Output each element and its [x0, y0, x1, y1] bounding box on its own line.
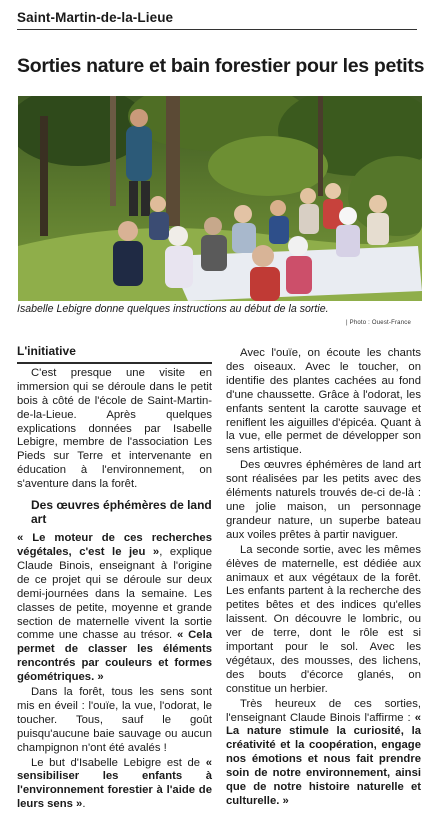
article-headline: Sorties nature et bain forestier pour les petits [17, 55, 425, 77]
paragraph [17, 757, 212, 813]
paragraph: Des œuvres éphémères de land art sont réalisées par les petits avec des éléments naturels trouvés de-ci de-là : une jolie maison, un personnage grandeur nature, un superbe bateau aux voiles prêtes à partir naviguer. [226, 459, 421, 541]
photo-credit: | Photo : Ouest-France [346, 320, 411, 326]
section-subheading: Des œuvres éphémères de land art [31, 498, 212, 527]
paragraph [226, 698, 421, 809]
quote-bold: « Le moteur de ces recherches végétales, c'est le jeu » [17, 532, 212, 558]
right-column [226, 347, 421, 810]
quote-bold: « Cela permet de classer les éléments rencontrés par couleurs et formes géométriques. » [17, 629, 212, 684]
quote-bold: « sensibiliser les enfants à l'environnement forestier à l'aide de leurs sens » [17, 756, 212, 811]
paragraph-text: Très heureux de ces sorties, l'enseignant Claude Binois l'affirme : [226, 697, 421, 724]
article-photo [18, 96, 422, 301]
paragraph-text: , explique Claude Binois, enseignant à l'origine de ce projet qui se déroule sur deux demi-journées dans la semaine. Les classes de petite, moyenne et grande section de maternelle vivent la sortie comme une chasse au trésor. [17, 545, 213, 642]
paragraph [17, 532, 212, 685]
paragraph: C'est presque une visite en immersion qui se déroule dans le petit bois à côté de l'école de Saint-Martin-de-la-Lieue. Après quelques explications données par Isabelle Lebigre, membre de l'association Les Pieds sur Terre et intervenante en éducation à l'environnement, on s'aventure dans la forêt. [17, 366, 212, 491]
paragraph: Avec l'ouïe, on écoute les chants des oiseaux. Avec le toucher, on identifie des plantes cachées au fond d'une chaussette. Grâce à l'odorat, les enfants sentent la carotte sauvage et reniflent les aiguilles d'épicéa. Quant à la vue, elle permet de développer son sens artistique. [226, 347, 421, 457]
paragraph: Dans la forêt, tous les sens sont mis en éveil : l'ouïe, la vue, l'odorat, le toucher. Tous, sauf le goût puisqu'aucune baie sauvage ou aucun champignon n'ont été avalés ! [17, 686, 212, 754]
left-column [17, 345, 212, 813]
location-heading: Saint-Martin-de-la-Lieue [17, 10, 417, 30]
paragraph-end: . [82, 798, 86, 811]
rubric-label: L'initiative [17, 345, 212, 364]
paragraph: La seconde sortie, avec les mêmes élèves de maternelle, est dédiée aux animaux et aux végétaux de la forêt. Les enfants partent à la recherche des petites bêtes et des indices qu'elles laissent. On découvre le lombric, ou ver de terre, dont le rôle est si important pour le sol. Avec les végétaux, des mousses, des lichens, des bouts d'écorce glanés, on constitue un herbier. [226, 543, 421, 695]
forest-children-photo [18, 96, 422, 301]
photo-caption: Isabelle Lebigre donne quelques instructions au début de la sortie. [17, 303, 329, 315]
quote-bold: « La nature stimule la curiosité, la créativité et la coopération, engage nos émotions et nous fait prendre soin de notre environnement, ainsi que de notre histoire naturelle et culturelle. » [226, 711, 421, 807]
paragraph-text: Le but d'Isabelle Lebigre est de [31, 756, 206, 769]
